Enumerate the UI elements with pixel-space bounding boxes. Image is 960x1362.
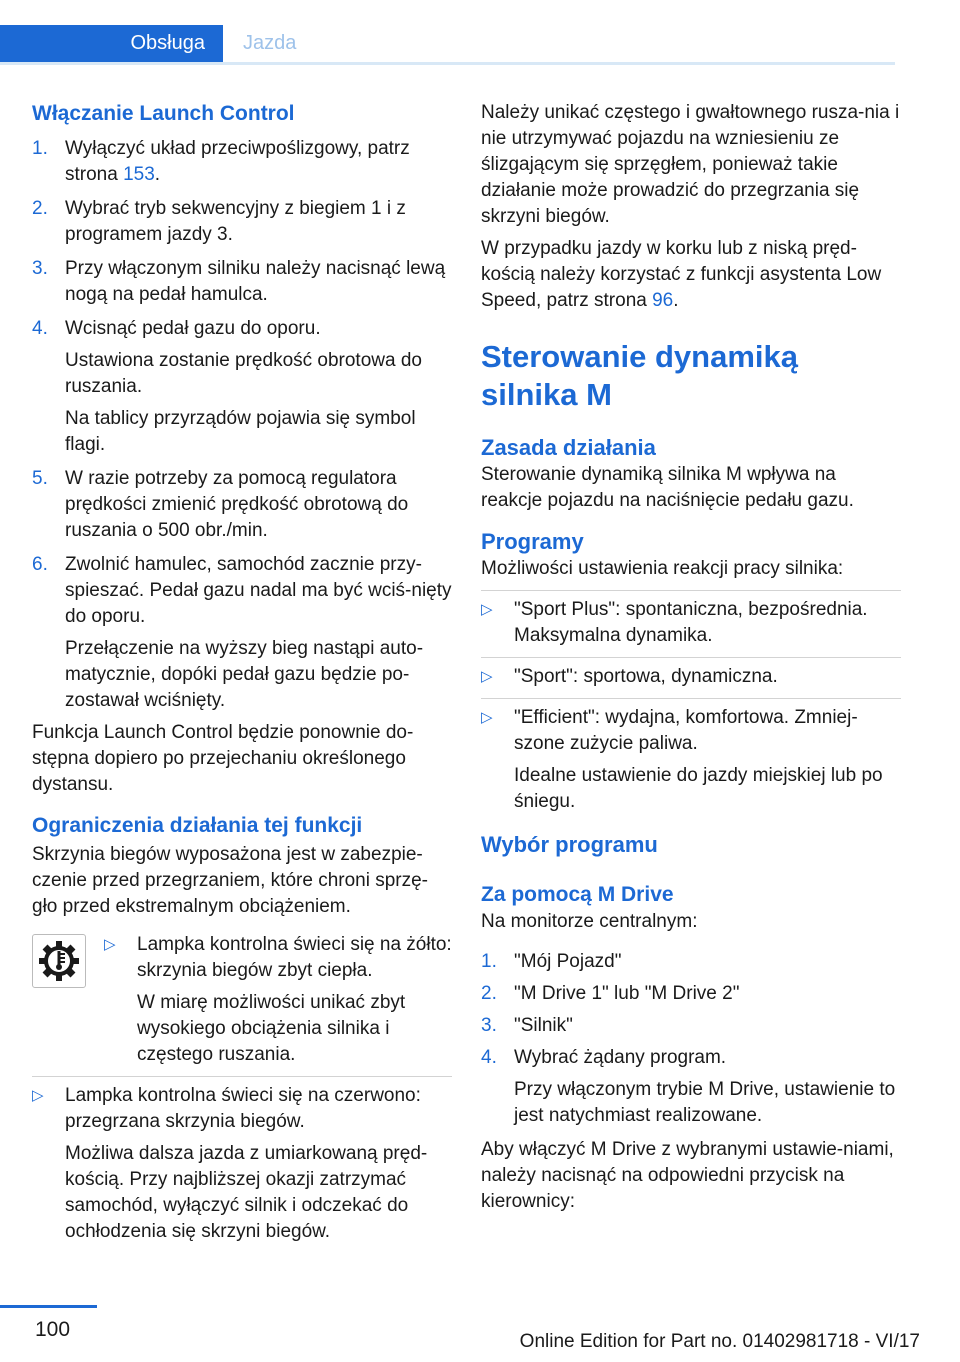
- page-number: 100: [35, 1318, 71, 1341]
- heading-select: Wybór programu: [481, 832, 658, 857]
- list-item: [481, 705, 901, 757]
- step-text: "Mój Pojazd": [514, 951, 622, 972]
- warning-text: Lampka kontrolna świeci się na czerwono: przegrzana skrzynia biegów.: [65, 1085, 421, 1132]
- list-item: [32, 552, 452, 630]
- list-item: [32, 466, 452, 544]
- divider: [481, 657, 901, 658]
- heading-launch-control: Włączanie Launch Control: [32, 102, 295, 125]
- step-subtext: Przełączenie na wyższy bieg nastąpi auto-matycznie, dopóki pedał gazu będzie po-zostawał wciśnięty.: [65, 638, 424, 711]
- step-number: 4.: [481, 1047, 497, 1068]
- heading-principle: Zasada działania: [481, 435, 656, 460]
- list-item: [481, 664, 901, 690]
- list-item: [481, 1013, 901, 1039]
- page-link-153[interactable]: 153: [123, 164, 155, 185]
- launch-note: Funkcja Launch Control będzie ponownie do-stępna dopiero po przejechaniu określonego dystansu.: [32, 722, 414, 795]
- step-subtext: Ustawiona zostanie prędkość obrotowa do ruszania.: [65, 350, 422, 397]
- step-text-end: .: [154, 164, 161, 185]
- gearbox-temperature-icon: [32, 934, 86, 988]
- list-item: [32, 256, 452, 308]
- warning-subtext: Możliwa dalsza jazda z umiarkowaną pręd-kością. Przy najbliższej okazji zatrzymać samochód, wyłączyć silnik i odczekać do ochłodzenia się skrzyni biegów.: [65, 1143, 428, 1242]
- tab-jazda[interactable]: Jazda: [243, 32, 297, 54]
- triangle-bullet-icon: ▷: [481, 601, 493, 618]
- warning-yellow: [32, 932, 452, 1068]
- step-text: Wybrać żądany program.: [514, 1047, 727, 1068]
- heading-main: Sterowanie dynamiką silnika M: [481, 339, 799, 412]
- program-subtext: Idealne ustawienie do jazdy miejskiej lub po śniegu.: [514, 765, 883, 812]
- triangle-bullet-icon: ▷: [32, 1087, 44, 1104]
- step-text: Wybrać tryb sekwencyjny z biegiem 1 i z programem jazdy 3.: [65, 198, 406, 245]
- heading-programs: Programy: [481, 529, 584, 554]
- step-number: 6.: [32, 554, 48, 575]
- step-number: 2.: [32, 198, 48, 219]
- step-text: W razie potrzeby za pomocą regulatora prędkości zmienić prędkość obrotową do ruszania o 500 obr./min.: [65, 468, 409, 541]
- page-link-96[interactable]: 96: [652, 290, 674, 311]
- heading-limits: Ograniczenia działania tej funkcji: [32, 814, 363, 837]
- final-paragraph: Aby włączyć M Drive z wybranymi ustawie-niami, należy nacisnąć na odpowiedni przycisk na kierownicy:: [481, 1139, 894, 1212]
- tab-obsluga[interactable]: Obsługa: [0, 25, 223, 62]
- program-text: "Efficient": wydajna, komfortowa. Zmniej-szone zużycie paliwa.: [514, 707, 858, 754]
- paragraph-clutch: Należy unikać częstego i gwałtownego rusza-nia i nie utrzymywać pojazdu na wzniesieniu ze ślizgającym się sprzęgłem, ponieważ takie działanie może prowadzić do przegrzania się skrzyni biegów.: [481, 102, 900, 227]
- list-item: [104, 932, 452, 984]
- limits-paragraph: Skrzynia biegów wyposażona jest w zabezpie-czenie przed przegrzaniem, które chroni sprzę-gło przed ekstremalnym obciążeniem.: [32, 844, 429, 917]
- warning-subtext: W miarę możliwości unikać zbyt wysokiego obciążenia silnika i częstego ruszania.: [137, 992, 406, 1065]
- divider: [481, 698, 901, 699]
- left-column: [32, 100, 452, 1245]
- divider: [481, 590, 901, 591]
- right-column: [481, 100, 901, 1215]
- step-subtext: Na tablicy przyrządów pojawia się symbol flagi.: [65, 408, 416, 455]
- step-subtext: Przy włączonym trybie M Drive, ustawienie to jest natychmiast realizowane.: [514, 1079, 896, 1126]
- step-text: Wcisnąć pedał gazu do oporu.: [65, 318, 321, 339]
- list-item: [32, 1083, 452, 1135]
- edition-footer: Online Edition for Part no. 01402981718 - VI/17: [519, 1331, 920, 1352]
- list-item: [481, 981, 901, 1007]
- step-text: "Silnik": [514, 1015, 573, 1036]
- heading-mdrive: Za pomocą M Drive: [481, 883, 674, 906]
- step-number: 3.: [481, 1015, 497, 1036]
- triangle-bullet-icon: ▷: [481, 709, 493, 726]
- step-number: 2.: [481, 983, 497, 1004]
- paragraph-text-end: .: [673, 290, 679, 311]
- step-text: Zwolnić hamulec, samochód zacznie przy-spieszać. Pedał gazu nadal ma być wciś-nięty do oporu.: [65, 554, 452, 627]
- list-item: [32, 316, 452, 342]
- principle-paragraph: Sterowanie dynamiką silnika M wpływa na reakcje pojazdu na naciśnięcie pedału gazu.: [481, 464, 854, 511]
- programs-intro: Możliwości ustawienia reakcji pracy silnika:: [481, 558, 844, 579]
- mdrive-intro: Na monitorze centralnym:: [481, 911, 698, 932]
- list-item: [481, 1045, 901, 1071]
- step-number: 5.: [32, 468, 48, 489]
- step-text: Przy włączonym silniku należy nacisnąć lewą nogą na pedał hamulca.: [65, 258, 446, 305]
- step-text: "M Drive 1" lub "M Drive 2": [514, 983, 740, 1004]
- step-number: 1.: [481, 951, 497, 972]
- list-item: [481, 597, 901, 649]
- page-number-rule: [0, 1305, 97, 1308]
- list-item: [481, 949, 901, 975]
- header-tabbar: [0, 25, 895, 65]
- program-text: "Sport": sportowa, dynamiczna.: [514, 666, 778, 687]
- warning-text: Lampka kontrolna świeci się na żółto: skrzynia biegów zbyt ciepła.: [137, 934, 452, 981]
- program-text: "Sport Plus": spontaniczna, bezpośrednia. Maksymalna dynamika.: [514, 599, 868, 646]
- step-number: 1.: [32, 138, 48, 159]
- list-item: [32, 196, 452, 248]
- step-number: 3.: [32, 258, 48, 279]
- paragraph-text: W przypadku jazdy w korku lub z niską pręd-kością należy korzystać z funkcji asystenta Low Speed, patrz strona: [481, 238, 882, 311]
- step-number: 4.: [32, 318, 48, 339]
- step-text: Wyłączyć układ przeciwpoślizgowy, patrz strona: [65, 138, 410, 185]
- paragraph-low-speed: [481, 236, 901, 314]
- list-item: [32, 136, 452, 188]
- triangle-bullet-icon: ▷: [104, 936, 116, 953]
- triangle-bullet-icon: ▷: [481, 668, 493, 685]
- divider: [32, 1076, 452, 1077]
